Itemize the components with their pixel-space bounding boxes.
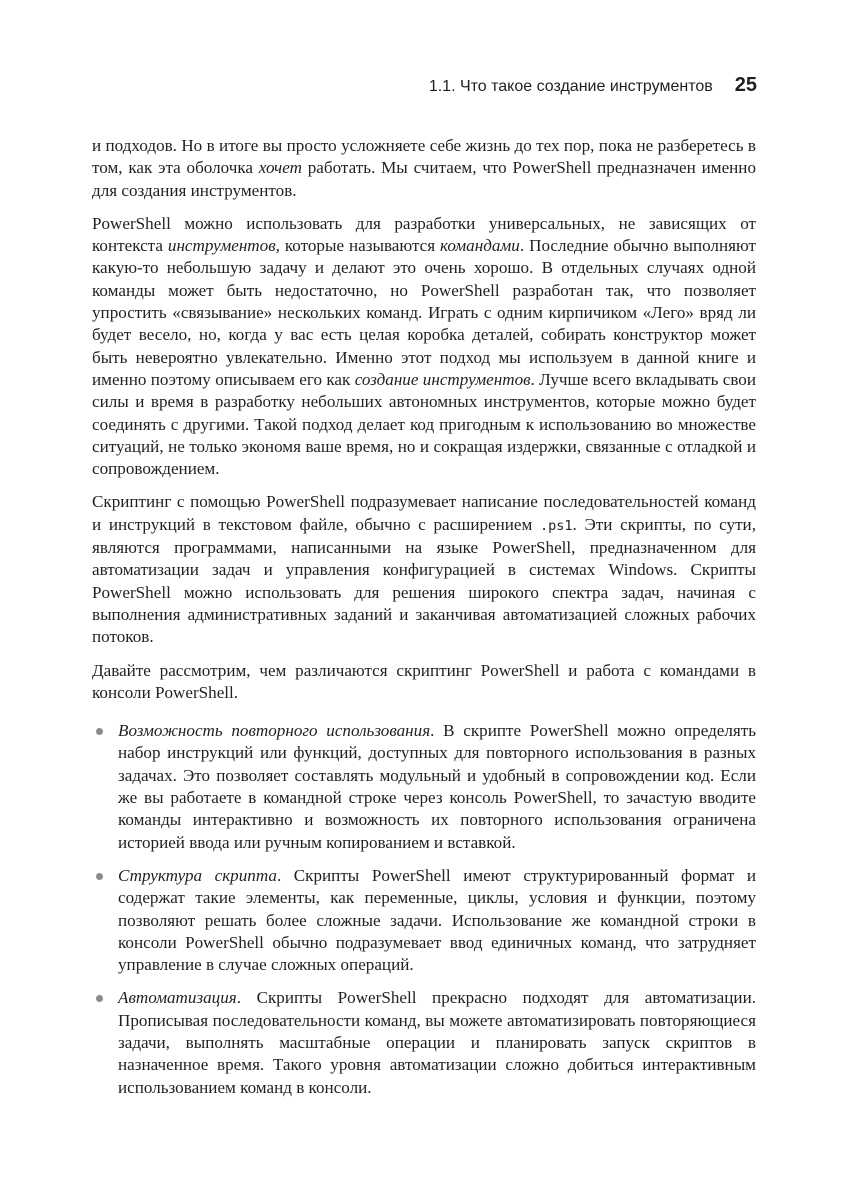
text-run: Скриптинг с помощью PowerShell подразумевает написание последовательностей команд и инструкций в текстовом файле, обычно с расширением [92, 492, 756, 534]
paragraph-4 [92, 660, 756, 705]
text-run: работать. Мы считаем, что PowerShell предназначен именно для создания инструментов. [92, 158, 756, 200]
emphasis: хочет [258, 158, 302, 178]
list-item-text: . В скрипте PowerShell можно определять набор инструкций или функций, доступных для повторного использования в разных задачах. Это позволяет составлять модульный и удобный в сопровождении код. Если же вы работаете в командной строке через консоль PowerShell, то зачастую вводите команды интерактивно и возможность их повторного использования ограничена историей ввода или ручным копированием и вставкой. [118, 721, 757, 852]
paragraph-3 [92, 491, 756, 648]
list-item [92, 865, 756, 976]
bullet-icon [96, 873, 103, 880]
page-number: 25 [734, 74, 757, 96]
paragraph-1 [92, 135, 756, 202]
list-item-term: Возможность повторного использования [118, 721, 431, 741]
page-body [92, 135, 756, 1110]
text-run: PowerShell можно использовать для разработки универсальных, не зависящих от контекста [92, 213, 756, 256]
emphasis: командами [440, 236, 520, 256]
list-item-text: . Скрипты PowerShell имеют структурированный формат и содержат такие элементы, как переменные, циклы, условия и функции, поэтому позволяют решать более сложные задачи. Использование же командной строки в консоли PowerShell обычно подразумевает ввод единичных команд, что затрудняет управление в случае сложных операций. [118, 865, 756, 975]
file-extension-code: .ps1 [540, 517, 573, 534]
emphasis: инструментов [167, 236, 276, 256]
text-run: . Эти скрипты, по сути, являются программами, написанными на языке PowerShell, предназначенном для автоматизации задач и управления конфигурацией в системах Windows. Скрипты PowerShell можно использовать для решения широкого спектра задач, начиная с выполнения административных заданий и заканчивая автоматизацией сложных рабочих потоков. [92, 514, 756, 647]
section-title: 1.1. Что такое создание инструментов [428, 78, 713, 95]
text-run: . Последние обычно выполняют какую-то небольшую задачу и делают это очень хорошо. В отдельных случаях одной команды может быть недостаточно, но PowerShell разработан так, что позволяет упростить «связывание» нескольких команд. Играть с одним кирпичиком «Лего» вряд ли будет весело, но, когда у вас есть целая коробка деталей, собирать конструктор может быть невероятно увлекательно. Именно этот подход мы используем в данной книге и именно поэтому описываем его как [92, 236, 756, 389]
running-header [429, 74, 757, 97]
list-item-term: Структура скрипта [118, 865, 277, 885]
paragraph-2 [92, 213, 756, 481]
emphasis: создание инструментов [354, 369, 531, 389]
text-run: . Лучше всего вкладывать свои силы и время в разработку небольших автономных инструментов, которые можно будет соединять с другими. Такой подход делает код пригодным к использованию во множестве ситуаций, не только экономя ваше время, но и сокращая издержки, связанные с отладкой и сопровождением. [92, 369, 756, 479]
list-item [92, 720, 756, 854]
text-run: , которые называются [275, 236, 441, 256]
bullet-list [92, 720, 756, 1099]
text-run: и подходов. Но в итоге вы просто усложняете себе жизнь до тех пор, пока не разберетесь в том, как эта оболочка [92, 136, 756, 178]
text-run: Давайте рассмотрим, чем различаются скриптинг PowerShell и работа с командами в консоли PowerShell. [92, 660, 756, 702]
list-item [92, 987, 756, 1098]
bullet-icon [96, 728, 103, 735]
list-item-text: . Скрипты PowerShell прекрасно подходят для автоматизации. Прописывая последовательности команд, вы можете автоматизировать повторяющиеся задачи, выполнять масштабные операции и планировать запуск скриптов в назначенное время. Такого уровня автоматизации сложно добиться интерактивным использованием команд в консоли. [118, 988, 756, 1097]
list-item-term: Автоматизация [118, 988, 237, 1008]
bullet-icon [96, 995, 103, 1002]
